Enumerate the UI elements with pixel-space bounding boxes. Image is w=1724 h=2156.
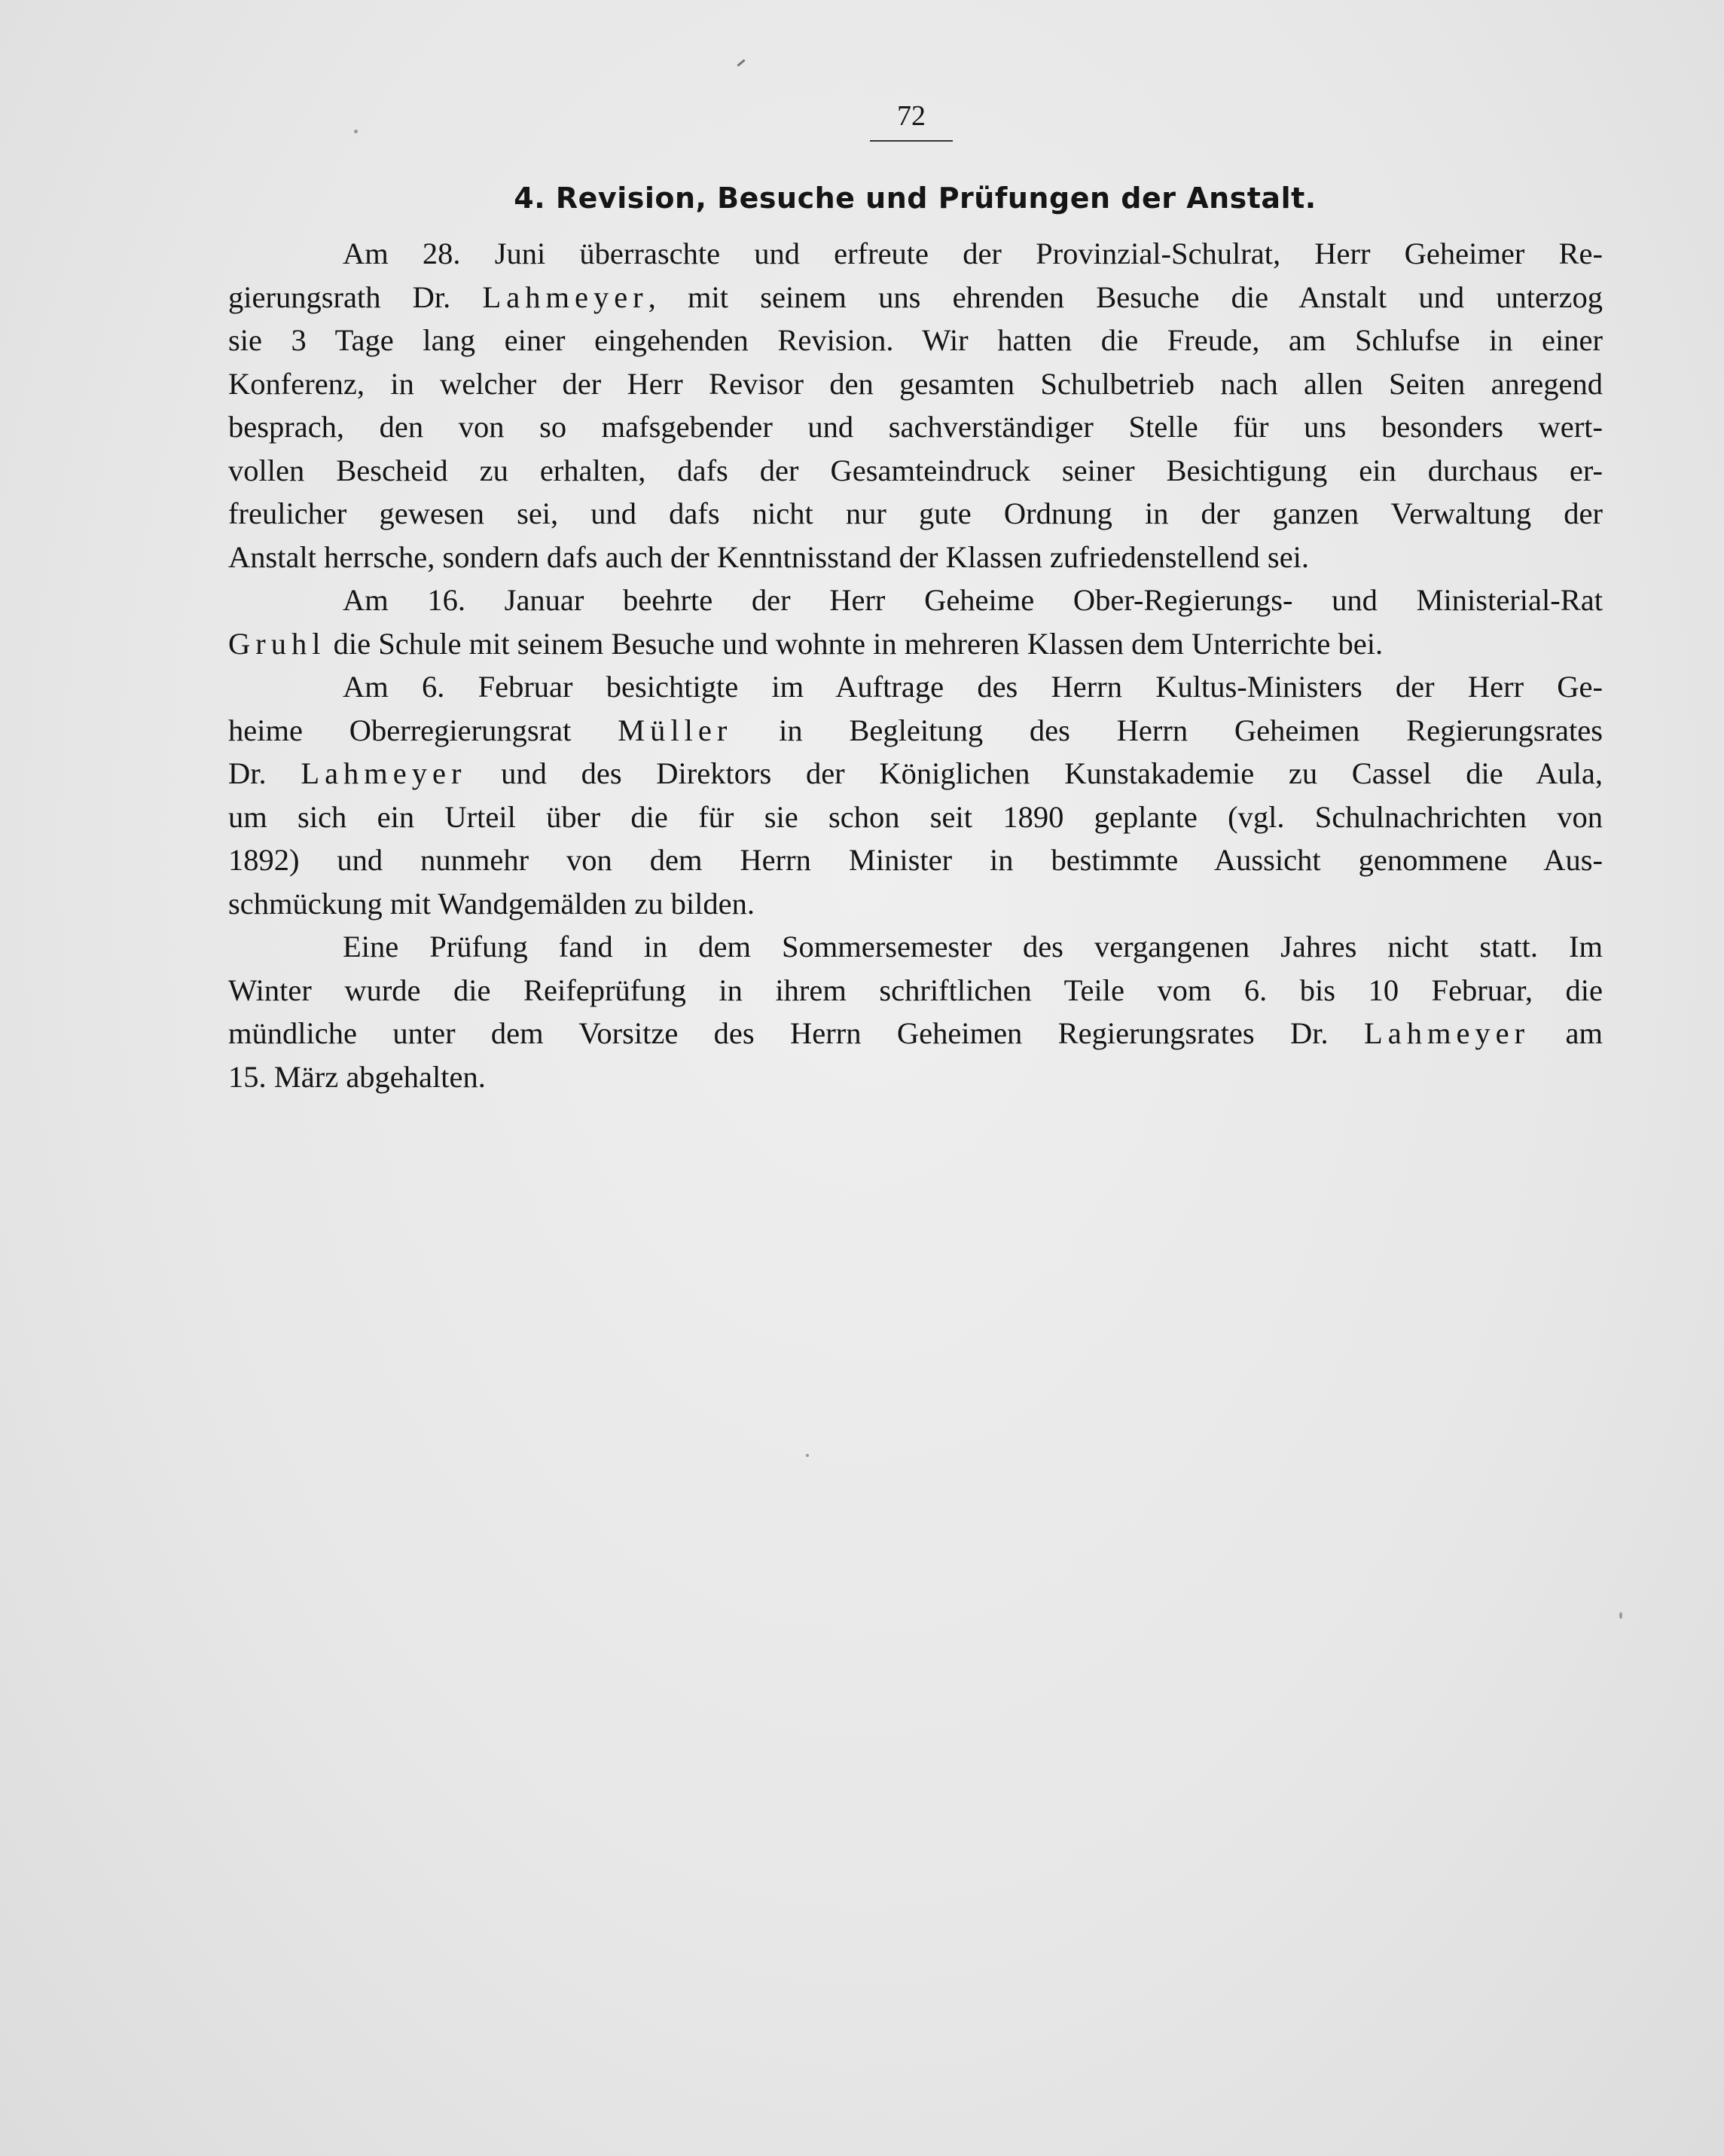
page-number: 72 xyxy=(897,100,926,132)
text-line: Eine Prüfung fand in dem Sommersemester des vergangenen Jahres nicht statt. Im xyxy=(343,930,1603,963)
text-line: 1892) und nunmehr von dem Herrn Minister in bestimmte Aussicht genommene Aus- xyxy=(228,843,1603,877)
paper-speck xyxy=(1619,1612,1622,1619)
text-line: Konferenz, in welcher der Herr Revisor den gesamten Schulbetrieb nach allen Seiten anregend xyxy=(228,366,1603,401)
paper-speck xyxy=(806,1454,809,1457)
text-line: 15. März abgehalten. xyxy=(228,1059,486,1094)
text-line: schmückung mit Wandgemälden zu bilden. xyxy=(228,886,755,921)
text-line: sie 3 Tage lang einer eingehenden Revision. Wir hatten die Freude, am Schlufse in einer xyxy=(228,323,1603,357)
spaced-name: Gruhl xyxy=(228,626,326,661)
text-line: besprach, den von so mafsgebender und sachverständiger Stelle für uns besonders wert- xyxy=(228,410,1603,444)
text-line: Am 6. Februar besichtigte im Auftrage des Herrn Kultus-Ministers der Herr Ge- xyxy=(343,670,1603,704)
spaced-name: Lahmeyer xyxy=(1363,1016,1530,1050)
page-number-rule xyxy=(870,140,953,142)
section-heading: 4. Revision, Besuche und Prüfungen der Anstalt. xyxy=(514,182,1317,215)
text-line: heime Oberregierungsrat Müller in Begleitung des Herrn Geheimen Regierungsrates xyxy=(228,713,1603,747)
text-line: Am 28. Juni überraschte und erfreute der Provinzial-Schulrat, Herr Geheimer Re- xyxy=(343,237,1603,270)
text-line: Winter wurde die Reifeprüfung in ihrem schriftlichen Teile vom 6. bis 10 Februar, die xyxy=(228,973,1603,1007)
text-line: Dr. Lahmeyer und des Direktors der Königlichen Kunstakademie zu Cassel die Aula, xyxy=(228,756,1603,790)
spaced-name: Lahmeyer xyxy=(482,279,648,314)
text-line: Gruhl die Schule mit seinem Besuche und wohnte in mehreren Klassen dem Unterrichte bei. xyxy=(228,626,1384,661)
paper-speck xyxy=(354,130,358,133)
body-text xyxy=(228,232,1603,1098)
text-line: freulicher gewesen sei, und dafs nicht nur gute Ordnung in der ganzen Verwaltung der xyxy=(228,496,1603,530)
text-line: Am 16. Januar beehrte der Herr Geheime Ober-Regierungs- und Ministerial-Rat xyxy=(343,583,1603,617)
spaced-name: Müller xyxy=(618,713,733,747)
text-line: um sich ein Urteil über die für sie schon seit 1890 geplante (vgl. Schulnachrichten von xyxy=(228,799,1603,834)
spaced-name: Lahmeyer xyxy=(301,756,467,790)
text-line: mündliche unter dem Vorsitze des Herrn Geheimen Regierungsrates Dr. Lahmeyer am xyxy=(228,1016,1603,1050)
text-line: vollen Bescheid zu erhalten, dafs der Gesamteindruck seiner Besichtigung ein durchaus er- xyxy=(228,453,1603,487)
pencil-mark xyxy=(737,59,745,66)
text-line: gierungsrath Dr. Lahmeyer, mit seinem uns ehrenden Besuche die Anstalt und unterzog xyxy=(228,279,1603,314)
text-line: Anstalt herrsche, sondern dafs auch der Kenntnisstand der Klassen zufriedenstellend sei. xyxy=(228,539,1310,574)
